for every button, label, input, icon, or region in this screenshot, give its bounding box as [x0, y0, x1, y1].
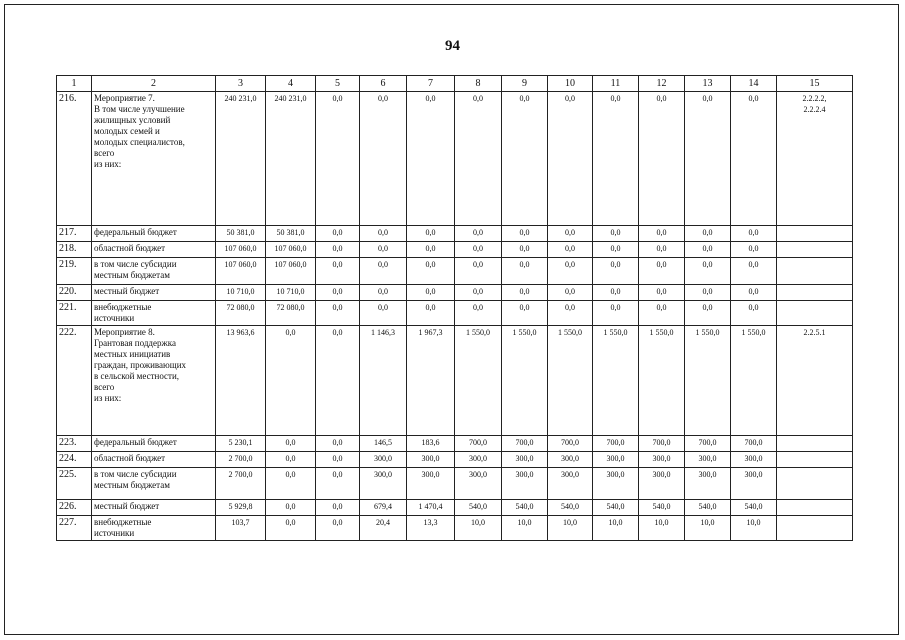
value-cell: 700,0 — [548, 436, 593, 452]
value-cell: 700,0 — [502, 436, 548, 452]
value-cell: 10,0 — [455, 516, 502, 541]
value-cell: 146,5 — [360, 436, 407, 452]
value-cell: 0,0 — [266, 452, 316, 468]
value-cell: 103,7 — [216, 516, 266, 541]
value-cell: 0,0 — [360, 258, 407, 285]
value-cell: 0,0 — [455, 258, 502, 285]
reference-line: 2.2.2.4 — [803, 105, 826, 114]
value-cell: 0,0 — [593, 92, 639, 226]
value-cell: 0,0 — [266, 326, 316, 436]
value-cell: 240 231,0 — [216, 92, 266, 226]
value-cell: 0,0 — [731, 258, 777, 285]
value-cell: 0,0 — [316, 258, 360, 285]
value-cell: 0,0 — [548, 226, 593, 242]
reference-cell — [777, 468, 853, 500]
header-row — [57, 76, 853, 92]
value-cell: 2 700,0 — [216, 468, 266, 500]
value-cell: 107 060,0 — [266, 242, 316, 258]
page-number: 94 — [445, 38, 460, 54]
value-cell: 0,0 — [502, 92, 548, 226]
value-cell: 0,0 — [685, 92, 731, 226]
table-row — [57, 326, 853, 436]
column-header: 1 — [57, 76, 92, 92]
table-row — [57, 468, 853, 500]
value-cell: 300,0 — [593, 452, 639, 468]
value-cell: 1 550,0 — [593, 326, 639, 436]
value-cell: 0,0 — [316, 436, 360, 452]
reference-cell — [777, 436, 853, 452]
row-number: 220. — [57, 285, 92, 301]
table-row — [57, 242, 853, 258]
value-cell: 0,0 — [731, 92, 777, 226]
row-number: 217. — [57, 226, 92, 242]
reference-line: 2.2.2.2, — [802, 94, 827, 103]
row-name — [92, 226, 216, 242]
value-cell: 0,0 — [455, 92, 502, 226]
value-cell: 0,0 — [548, 301, 593, 326]
value-cell: 0,0 — [407, 226, 455, 242]
column-header: 9 — [502, 76, 548, 92]
value-cell: 1 550,0 — [548, 326, 593, 436]
value-cell: 0,0 — [685, 258, 731, 285]
reference-cell — [777, 242, 853, 258]
value-cell: 13,3 — [407, 516, 455, 541]
row-name-line: из них: — [94, 393, 122, 403]
budget-table — [56, 75, 853, 541]
table-row — [57, 92, 853, 226]
value-cell: 0,0 — [502, 242, 548, 258]
value-cell: 0,0 — [316, 242, 360, 258]
value-cell: 13 963,6 — [216, 326, 266, 436]
row-number: 216. — [57, 92, 92, 226]
value-cell: 2 700,0 — [216, 452, 266, 468]
row-name-line: жилищных условий — [94, 115, 171, 125]
value-cell: 0,0 — [407, 285, 455, 301]
row-number: 221. — [57, 301, 92, 326]
value-cell: 0,0 — [266, 468, 316, 500]
row-name — [92, 92, 216, 226]
value-cell: 0,0 — [593, 226, 639, 242]
table-row — [57, 301, 853, 326]
value-cell: 300,0 — [407, 452, 455, 468]
value-cell: 10,0 — [685, 516, 731, 541]
column-header: 3 — [216, 76, 266, 92]
value-cell: 50 381,0 — [266, 226, 316, 242]
value-cell: 10,0 — [593, 516, 639, 541]
row-name-line: молодых семей и — [94, 126, 160, 136]
row-number: 219. — [57, 258, 92, 285]
column-header: 8 — [455, 76, 502, 92]
column-header: 6 — [360, 76, 407, 92]
row-name — [92, 468, 216, 500]
row-name-line: местным бюджетам — [94, 270, 170, 280]
value-cell: 0,0 — [455, 301, 502, 326]
value-cell: 0,0 — [639, 258, 685, 285]
value-cell: 0,0 — [639, 301, 685, 326]
value-cell: 0,0 — [360, 285, 407, 301]
table-row — [57, 258, 853, 285]
value-cell: 0,0 — [316, 326, 360, 436]
value-cell: 300,0 — [502, 452, 548, 468]
row-name — [92, 258, 216, 285]
row-name-line: источники — [94, 528, 135, 538]
column-header: 14 — [731, 76, 777, 92]
row-name-line: в том числе субсидии — [94, 259, 177, 269]
row-number: 218. — [57, 242, 92, 258]
value-cell: 0,0 — [731, 301, 777, 326]
row-name-line: федеральный бюджет — [94, 227, 177, 237]
row-name-line: Мероприятие 7. — [94, 93, 155, 103]
table-row — [57, 436, 853, 452]
value-cell: 5 230,1 — [216, 436, 266, 452]
value-cell: 300,0 — [548, 468, 593, 500]
value-cell: 0,0 — [593, 301, 639, 326]
value-cell: 72 080,0 — [216, 301, 266, 326]
value-cell: 0,0 — [593, 285, 639, 301]
value-cell: 1 550,0 — [685, 326, 731, 436]
value-cell: 540,0 — [502, 500, 548, 516]
row-name — [92, 242, 216, 258]
value-cell: 540,0 — [593, 500, 639, 516]
row-name-line: областной бюджет — [94, 453, 166, 463]
row-name — [92, 285, 216, 301]
value-cell: 700,0 — [639, 436, 685, 452]
column-header: 12 — [639, 76, 685, 92]
value-cell: 10,0 — [639, 516, 685, 541]
row-name — [92, 452, 216, 468]
value-cell: 700,0 — [455, 436, 502, 452]
value-cell: 240 231,0 — [266, 92, 316, 226]
value-cell: 0,0 — [548, 92, 593, 226]
value-cell: 540,0 — [639, 500, 685, 516]
value-cell: 107 060,0 — [216, 258, 266, 285]
value-cell: 183,6 — [407, 436, 455, 452]
column-header: 11 — [593, 76, 639, 92]
reference-cell — [777, 516, 853, 541]
value-cell: 1 967,3 — [407, 326, 455, 436]
value-cell: 700,0 — [593, 436, 639, 452]
value-cell: 0,0 — [407, 301, 455, 326]
value-cell: 0,0 — [593, 242, 639, 258]
value-cell: 0,0 — [731, 285, 777, 301]
row-name-line: всего — [94, 382, 115, 392]
column-header: 13 — [685, 76, 731, 92]
reference-cell — [777, 92, 853, 226]
row-number: 226. — [57, 500, 92, 516]
value-cell: 0,0 — [316, 468, 360, 500]
value-cell: 1 146,3 — [360, 326, 407, 436]
column-header: 10 — [548, 76, 593, 92]
value-cell: 1 550,0 — [639, 326, 685, 436]
row-name-line: местный бюджет — [94, 501, 160, 511]
reference-cell — [777, 452, 853, 468]
row-name-line: внебюджетные — [94, 302, 152, 312]
row-name-line: внебюджетные — [94, 517, 152, 527]
reference-cell — [777, 226, 853, 242]
row-name-line: в сельской местности, — [94, 371, 180, 381]
row-name — [92, 301, 216, 326]
value-cell: 1 550,0 — [502, 326, 548, 436]
value-cell: 300,0 — [455, 468, 502, 500]
value-cell: 0,0 — [360, 242, 407, 258]
value-cell: 0,0 — [266, 500, 316, 516]
row-name-line: всего — [94, 148, 115, 158]
row-name-line: источники — [94, 313, 135, 323]
row-name-line: областной бюджет — [94, 243, 166, 253]
column-header: 4 — [266, 76, 316, 92]
value-cell: 300,0 — [360, 468, 407, 500]
table-row — [57, 226, 853, 242]
value-cell: 540,0 — [548, 500, 593, 516]
reference-cell — [777, 258, 853, 285]
value-cell: 10 710,0 — [266, 285, 316, 301]
row-name — [92, 500, 216, 516]
row-name-line: Грантовая поддержка — [94, 338, 176, 348]
row-name-line: местный бюджет — [94, 286, 160, 296]
row-name-line: Мероприятие 8. — [94, 327, 155, 337]
row-name — [92, 436, 216, 452]
table-row — [57, 285, 853, 301]
value-cell: 50 381,0 — [216, 226, 266, 242]
value-cell: 0,0 — [407, 92, 455, 226]
table-row — [57, 500, 853, 516]
value-cell: 0,0 — [593, 258, 639, 285]
value-cell: 1 550,0 — [731, 326, 777, 436]
value-cell: 300,0 — [639, 468, 685, 500]
value-cell: 0,0 — [316, 452, 360, 468]
value-cell: 300,0 — [455, 452, 502, 468]
value-cell: 0,0 — [502, 301, 548, 326]
value-cell: 0,0 — [360, 226, 407, 242]
value-cell: 0,0 — [316, 92, 360, 226]
value-cell: 700,0 — [731, 436, 777, 452]
value-cell: 0,0 — [685, 285, 731, 301]
value-cell: 0,0 — [360, 301, 407, 326]
value-cell: 540,0 — [731, 500, 777, 516]
value-cell: 20,4 — [360, 516, 407, 541]
value-cell: 0,0 — [548, 242, 593, 258]
value-cell: 5 929,8 — [216, 500, 266, 516]
value-cell: 300,0 — [548, 452, 593, 468]
reference-cell — [777, 301, 853, 326]
value-cell: 10 710,0 — [216, 285, 266, 301]
value-cell: 0,0 — [639, 285, 685, 301]
value-cell: 0,0 — [731, 226, 777, 242]
value-cell: 0,0 — [639, 226, 685, 242]
value-cell: 700,0 — [685, 436, 731, 452]
value-cell: 107 060,0 — [216, 242, 266, 258]
value-cell: 300,0 — [407, 468, 455, 500]
value-cell: 0,0 — [685, 226, 731, 242]
table-row — [57, 452, 853, 468]
value-cell: 300,0 — [731, 452, 777, 468]
value-cell: 0,0 — [731, 242, 777, 258]
row-number: 227. — [57, 516, 92, 541]
value-cell: 540,0 — [455, 500, 502, 516]
column-header: 7 — [407, 76, 455, 92]
row-name-line: местных инициатив — [94, 349, 171, 359]
reference-cell — [777, 500, 853, 516]
row-name-line: в том числе субсидии — [94, 469, 177, 479]
reference-cell — [777, 285, 853, 301]
row-name — [92, 516, 216, 541]
row-name-line: В том числе улучшение — [94, 104, 185, 114]
value-cell: 0,0 — [316, 301, 360, 326]
row-name-line: из них: — [94, 159, 122, 169]
value-cell: 10,0 — [731, 516, 777, 541]
value-cell: 300,0 — [593, 468, 639, 500]
value-cell: 10,0 — [548, 516, 593, 541]
value-cell: 1 470,4 — [407, 500, 455, 516]
value-cell: 300,0 — [685, 468, 731, 500]
value-cell: 0,0 — [455, 226, 502, 242]
value-cell: 0,0 — [316, 516, 360, 541]
value-cell: 0,0 — [502, 258, 548, 285]
table-body — [57, 76, 853, 541]
row-number: 225. — [57, 468, 92, 500]
row-number: 224. — [57, 452, 92, 468]
value-cell: 300,0 — [639, 452, 685, 468]
value-cell: 0,0 — [502, 285, 548, 301]
row-name-line: федеральный бюджет — [94, 437, 177, 447]
value-cell: 0,0 — [455, 242, 502, 258]
row-number: 222. — [57, 326, 92, 436]
value-cell: 0,0 — [502, 226, 548, 242]
value-cell: 0,0 — [639, 242, 685, 258]
value-cell: 0,0 — [407, 242, 455, 258]
value-cell: 0,0 — [316, 226, 360, 242]
value-cell: 679,4 — [360, 500, 407, 516]
column-header: 2 — [92, 76, 216, 92]
column-header: 15 — [777, 76, 853, 92]
value-cell: 0,0 — [548, 285, 593, 301]
value-cell: 0,0 — [455, 285, 502, 301]
reference-cell — [777, 326, 853, 436]
column-header: 5 — [316, 76, 360, 92]
row-name-line: местным бюджетам — [94, 480, 170, 490]
row-number: 223. — [57, 436, 92, 452]
value-cell: 0,0 — [316, 285, 360, 301]
value-cell: 540,0 — [685, 500, 731, 516]
value-cell: 300,0 — [685, 452, 731, 468]
value-cell: 300,0 — [502, 468, 548, 500]
value-cell: 0,0 — [266, 436, 316, 452]
value-cell: 0,0 — [316, 500, 360, 516]
value-cell: 107 060,0 — [266, 258, 316, 285]
value-cell: 72 080,0 — [266, 301, 316, 326]
value-cell: 0,0 — [360, 92, 407, 226]
value-cell: 0,0 — [407, 258, 455, 285]
value-cell: 0,0 — [685, 301, 731, 326]
value-cell: 1 550,0 — [455, 326, 502, 436]
value-cell: 0,0 — [266, 516, 316, 541]
value-cell: 300,0 — [731, 468, 777, 500]
value-cell: 300,0 — [360, 452, 407, 468]
table-row — [57, 516, 853, 541]
row-name-line: граждан, проживающих — [94, 360, 187, 370]
reference-line: 2.2.5.1 — [803, 328, 826, 337]
row-name-line: молодых специалистов, — [94, 137, 185, 147]
value-cell: 0,0 — [548, 258, 593, 285]
value-cell: 0,0 — [639, 92, 685, 226]
value-cell: 0,0 — [685, 242, 731, 258]
row-name — [92, 326, 216, 436]
value-cell: 10,0 — [502, 516, 548, 541]
